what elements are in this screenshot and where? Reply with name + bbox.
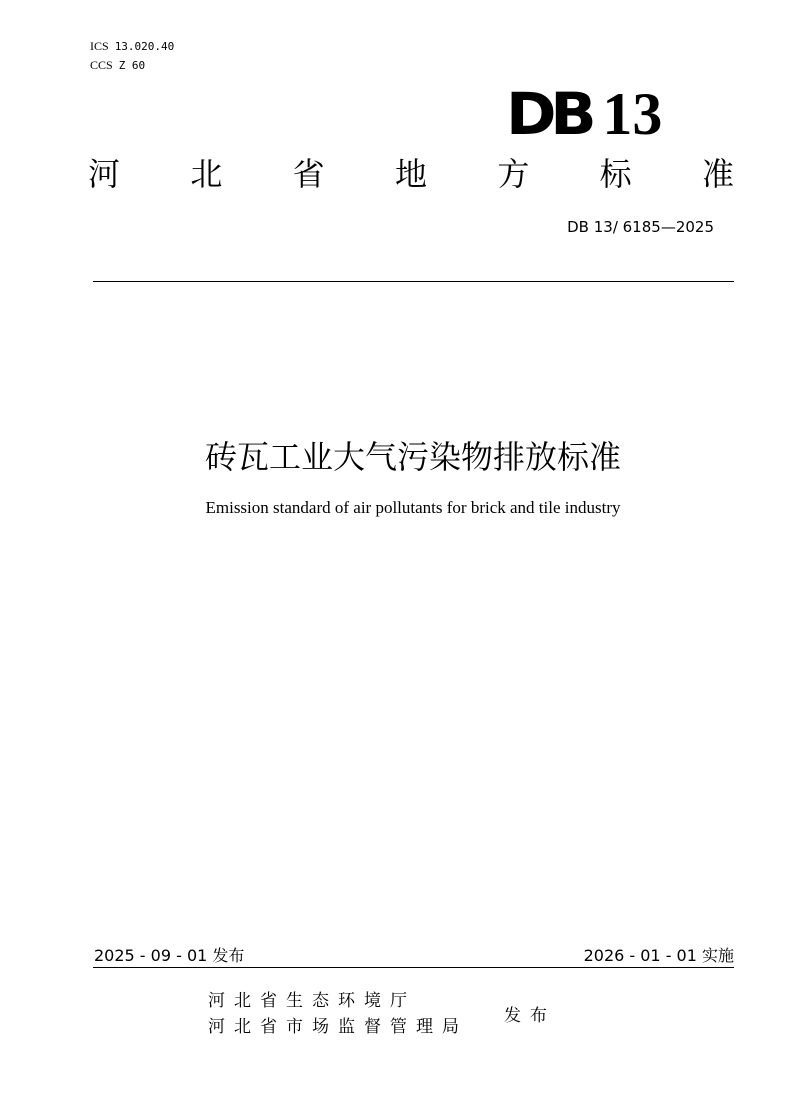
standard-type-char: 准 xyxy=(701,155,734,193)
logo-code-text: 13 xyxy=(602,81,663,147)
logo-db-text: DB xyxy=(505,80,591,148)
standard-type-char: 北 xyxy=(190,155,223,193)
issuer-name: 河北省生态环境厅 xyxy=(208,991,416,1011)
title-chinese: 砖瓦工业大气污染物排放标准 xyxy=(204,438,621,476)
issuer-name: 河北省市场监督管理局 xyxy=(208,1017,468,1037)
issue-date: 2025 - 09 - 01 发布 xyxy=(94,946,245,965)
ccs-classification xyxy=(90,57,145,74)
implementation-date: 2026 - 01 - 01 实施 xyxy=(583,946,734,965)
title-english: Emission standard of air pollutants for brick and tile industry xyxy=(205,498,621,517)
db13-logo xyxy=(505,80,663,148)
ccs-value: Z 60 xyxy=(118,59,146,72)
standard-type-heading xyxy=(88,150,734,194)
ics-value: 13.020.40 xyxy=(114,40,175,53)
standard-type-char: 省 xyxy=(292,155,325,193)
publish-label: 发布 xyxy=(504,1006,556,1026)
standard-number: DB 13/ 6185—2025 xyxy=(567,218,714,236)
issuing-authorities xyxy=(208,988,468,1040)
ccs-label: CCS xyxy=(90,58,113,72)
standard-type-char: 方 xyxy=(497,155,530,193)
ics-classification xyxy=(90,38,174,55)
ics-label: ICS xyxy=(90,39,109,53)
standard-type-char: 标 xyxy=(599,155,632,193)
header-divider xyxy=(93,281,734,282)
standard-type-char: 河 xyxy=(88,155,121,193)
footer-divider xyxy=(93,967,734,968)
standard-type-char: 地 xyxy=(394,155,427,193)
